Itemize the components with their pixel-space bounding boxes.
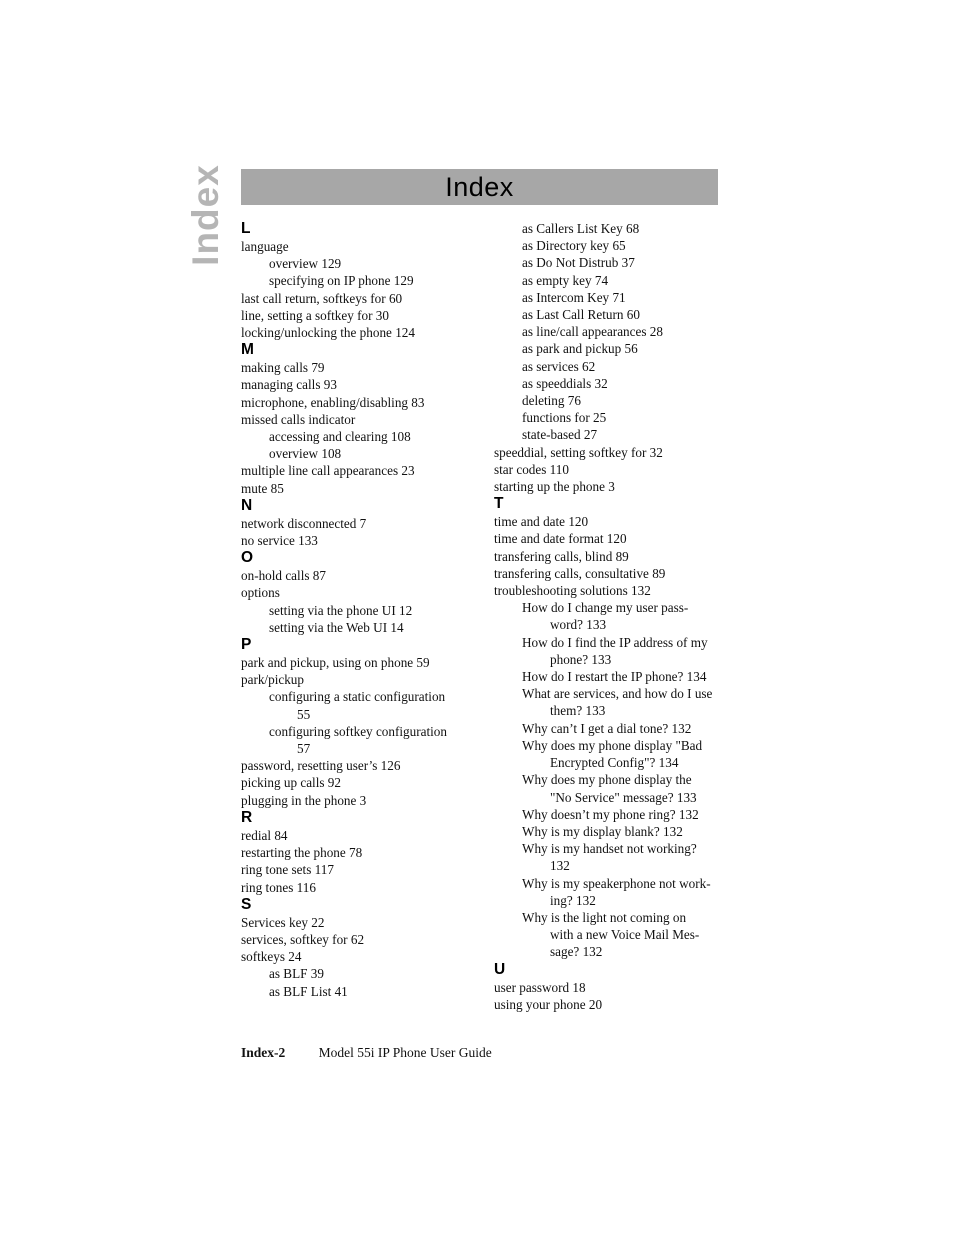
index-entry [241,654,473,671]
entry-text: Why is my speakerphone not work- [522,875,711,891]
index-subentry [494,426,724,443]
index-entry [241,774,473,791]
entry-text: softkeys 24 [241,949,302,965]
index-subentry [494,720,724,737]
index-entry [241,324,473,341]
entry-text: Why is my handset not working? [522,841,697,857]
index-entry [494,461,724,478]
index-entry [241,879,473,896]
index-subentry [494,254,724,271]
entry-text: user password 18 [494,979,586,995]
entry-text: configuring softkey configuration [269,723,447,739]
index-subentry [494,409,724,426]
side-tab-label: Index [185,164,227,266]
entry-text: transfering calls, blind 89 [494,548,629,564]
index-letter-heading: O [241,549,254,567]
entry-text: ring tone sets 117 [241,862,334,878]
entry-text: park/pickup [241,672,304,688]
entry-text: How do I find the IP address of my [522,634,708,650]
entry-text: as services 62 [522,358,596,374]
entry-text: Why does my phone display "Bad [522,737,703,753]
entry-text: plugging in the phone 3 [241,792,367,808]
entry-text: making calls 79 [241,360,325,376]
index-subentry [241,428,473,445]
entry-text: using your phone 20 [494,996,603,1012]
entry-text-continued: 57 [297,741,311,757]
index-subentry [241,965,473,982]
entry-text: Why is my display blank? 132 [522,823,683,839]
page-title: Index [445,171,514,202]
index-entry [241,411,473,428]
entry-text: multiple line call appearances 23 [241,463,415,479]
index-entry [494,530,724,547]
index-entry [241,480,473,497]
entry-text: last call return, softkeys for 60 [241,290,403,306]
index-subentry [494,599,724,633]
entry-text: troubleshooting solutions 132 [494,583,651,599]
index-subentry [494,771,724,805]
entry-text: as Callers List Key 68 [522,221,640,236]
index-entry [241,394,473,411]
index-entry [241,914,473,931]
index-entry [494,979,724,996]
index-entry [241,844,473,861]
entry-text: deleting 76 [522,393,581,409]
entry-text: options [241,585,280,601]
entry-text: starting up the phone 3 [494,479,615,495]
index-subentry [241,619,473,636]
entry-text: How do I restart the IP phone? 134 [522,669,707,685]
entry-text: language [241,239,289,254]
index-letter-heading: S [241,895,252,913]
entry-text-continued: "No Service" message? 133 [550,789,697,805]
index-subentry [494,840,724,874]
entry-text-continued: with a new Voice Mail Mes- [550,927,700,943]
entry-text: ring tones 116 [241,879,316,895]
entry-text: as Intercom Key 71 [522,289,626,305]
index-entry [241,567,473,584]
index-subentry [494,340,724,357]
entry-text: as BLF List 41 [269,983,348,999]
entry-text: no service 133 [241,533,318,549]
entry-text: restarting the phone 78 [241,845,363,861]
entry-text: accessing and clearing 108 [269,429,411,445]
index-column-right [494,220,724,1013]
entry-text: as Do Not Distrub 37 [522,255,635,271]
page-number: Index-2 [241,1045,286,1060]
entry-text-continued: phone? 133 [550,651,612,667]
entry-text: time and date format 120 [494,531,627,547]
entry-text: overview 129 [269,256,342,272]
index-letter-heading: N [241,496,253,514]
index-entry [241,515,473,532]
entry-text: specifying on IP phone 129 [269,273,414,289]
index-entry [241,376,473,393]
entry-text: Services key 22 [241,914,325,930]
index-letter-heading: M [241,341,254,359]
index-subentry [494,289,724,306]
index-entry [241,238,473,255]
entry-text: state-based 27 [522,427,598,443]
entry-text-continued: Encrypted Config"? 134 [550,755,679,771]
entry-text: Why doesn’t my phone ring? 132 [522,806,699,822]
side-tab [186,160,226,270]
entry-text: setting via the phone UI 12 [269,602,413,618]
index-entry [241,757,473,774]
index-subentry [241,255,473,272]
index-subentry [494,806,724,823]
entry-text-continued: word? 133 [550,617,607,633]
index-letter-heading: U [494,960,506,978]
entry-text: Why can’t I get a dial tone? 132 [522,720,692,736]
index-subentry [494,737,724,771]
entry-text-continued: 132 [550,858,570,874]
entry-text-continued: 55 [297,706,311,722]
entry-text: speeddial, setting softkey for 32 [494,444,663,460]
index-entry [241,671,473,688]
index-subentry [494,272,724,289]
index-entry [241,359,473,376]
page-footer [241,1045,492,1061]
entry-text: configuring a static configuration [269,689,446,705]
index-entry [241,307,473,324]
entry-text: network disconnected 7 [241,515,367,531]
index-letter-heading: T [494,495,504,513]
entry-text: mute 85 [241,480,284,496]
index-letter-heading: R [241,808,253,826]
index-entry [494,582,724,599]
index-entry [494,548,724,565]
index-subentry [494,823,724,840]
entry-text: star codes 110 [494,461,569,477]
index-entry [494,444,724,461]
index-subentry [494,685,724,719]
entry-text: services, softkey for 62 [241,931,365,947]
index-letter-heading: P [241,636,252,654]
index-subentry [241,445,473,462]
footer-guide-title: IP Phone User Guide [377,1045,492,1060]
index-entry [494,478,724,495]
entry-text: How do I change my user pass- [522,600,689,616]
entry-text-continued: ing? 132 [550,892,596,908]
index-entry [494,513,724,530]
index-entry [241,827,473,844]
index-entry [241,792,473,809]
entry-text: on-hold calls 87 [241,568,326,584]
title-bar [241,169,718,205]
entry-text: What are services, and how do I use [522,686,713,702]
entry-text: park and pickup, using on phone 59 [241,655,430,671]
footer-model: Model 55i [318,1045,375,1060]
entry-text: as speeddials 32 [522,375,608,391]
index-subentry [494,306,724,323]
index-column-left [241,220,473,1000]
index-entry [241,931,473,948]
index-entry [241,290,473,307]
index-subentry [494,375,724,392]
index-subentry [494,668,724,685]
entry-text: line, setting a softkey for 30 [241,307,389,323]
index-subentry [494,220,724,237]
index-letter-heading: L [241,220,251,237]
entry-text: locking/unlocking the phone 124 [241,325,415,341]
entry-text-continued: sage? 132 [550,944,603,960]
index-entry [241,584,473,601]
entry-text: as line/call appearances 28 [522,324,663,340]
entry-text: picking up calls 92 [241,775,341,791]
entry-text: overview 108 [269,446,342,462]
entry-text: Why does my phone display the [522,772,692,788]
index-subentry [494,323,724,340]
entry-text: as empty key 74 [522,272,609,288]
index-entry [241,948,473,965]
index-entry [241,532,473,549]
entry-text: as Directory key 65 [522,238,626,254]
index-subentry [494,358,724,375]
entry-text: as park and pickup 56 [522,341,638,357]
entry-text-continued: them? 133 [550,703,606,719]
index-entry [241,462,473,479]
index-entry [241,861,473,878]
index-subentry [241,723,473,757]
index-subentry [494,237,724,254]
entry-text: managing calls 93 [241,377,337,393]
index-subentry [494,392,724,409]
index-subentry [494,875,724,909]
entry-text: setting via the Web UI 14 [269,619,404,635]
entry-text: missed calls indicator [241,411,356,427]
index-subentry [241,688,473,722]
index-entry [494,565,724,582]
index-subentry [241,602,473,619]
entry-text: as BLF 39 [269,966,324,982]
entry-text: redial 84 [241,827,288,843]
entry-text: microphone, enabling/disabling 83 [241,394,425,410]
entry-text: as Last Call Return 60 [522,307,640,323]
entry-text: Why is the light not coming on [522,909,687,925]
index-subentry [241,983,473,1000]
entry-text: transfering calls, consultative 89 [494,565,666,581]
index-entry [494,996,724,1013]
entry-text: functions for 25 [522,410,607,426]
index-subentry [241,272,473,289]
entry-text: password, resetting user’s 126 [241,758,401,774]
index-subentry [494,909,724,961]
index-subentry [494,634,724,668]
entry-text: time and date 120 [494,514,589,530]
